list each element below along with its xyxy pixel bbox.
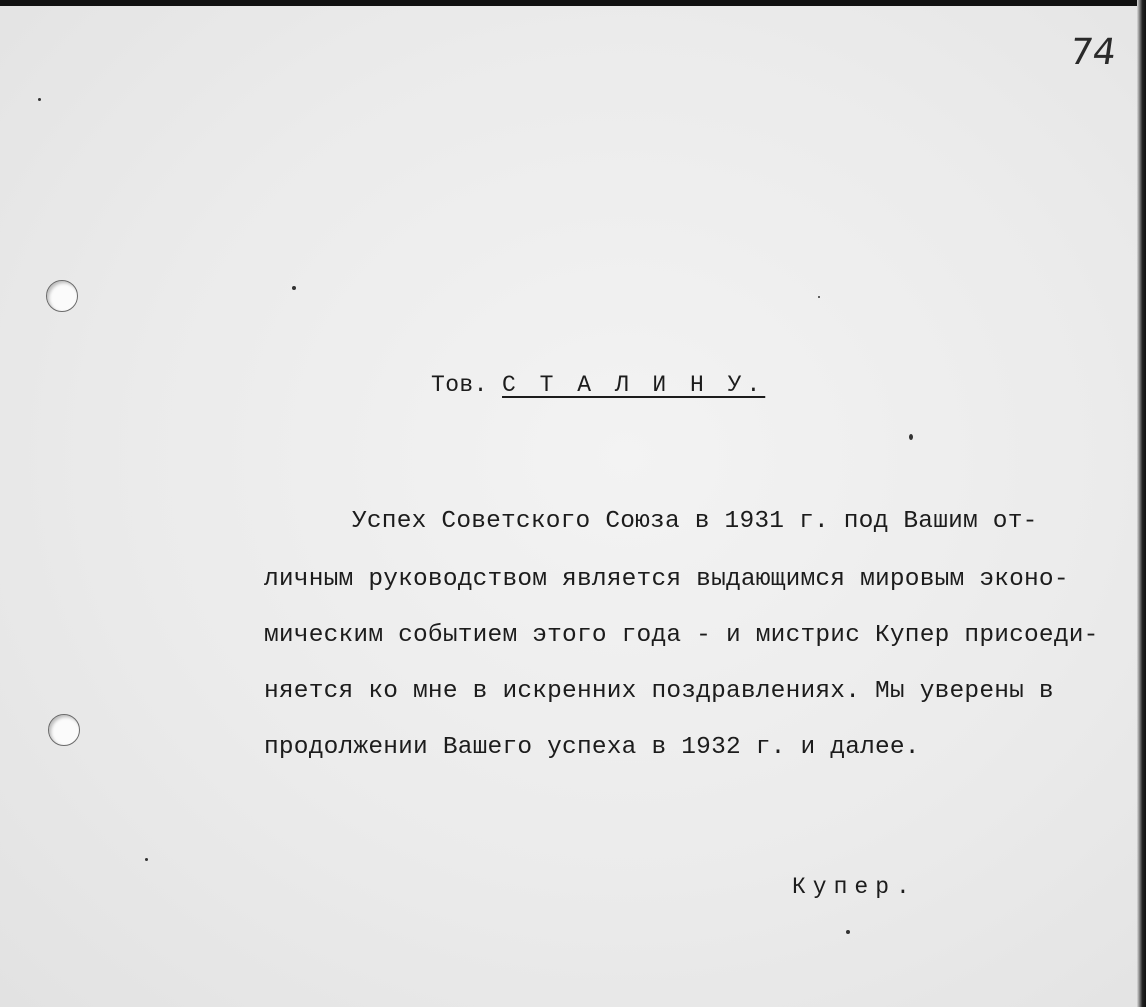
paper-speck: [292, 286, 296, 290]
punch-hole-lower: [48, 714, 80, 746]
paper-speck: [909, 434, 913, 440]
document-page: [0, 6, 1138, 1007]
paper-speck: [145, 858, 148, 861]
addressee-prefix: Тов.: [431, 372, 488, 398]
paper-speck: [38, 98, 41, 101]
body-line-4: няется ко мне в искренних поздравлениях. Мы уверены в: [264, 678, 1054, 705]
body-line-3: мическим событием этого года - и мистрис Купер присоеди-: [264, 622, 1099, 649]
punch-hole-upper: [46, 280, 78, 312]
signature: Купер.: [792, 874, 917, 900]
body-line-5: продолжении Вашего успеха в 1932 г. и далее.: [264, 734, 920, 761]
body-line-1: Успех Советского Союза в 1931 г. под Вашим от-: [352, 508, 1038, 535]
body-line-2: личным руководством является выдающимся мировым эконо-: [264, 566, 1069, 593]
paper-speck: [818, 296, 820, 298]
addressee-line: [431, 372, 765, 398]
addressee-name: С Т А Л И Н У.: [502, 372, 766, 398]
page-number: 74: [1067, 32, 1119, 73]
scan-right-edge: [1137, 0, 1146, 1007]
paper-speck: [846, 930, 850, 934]
